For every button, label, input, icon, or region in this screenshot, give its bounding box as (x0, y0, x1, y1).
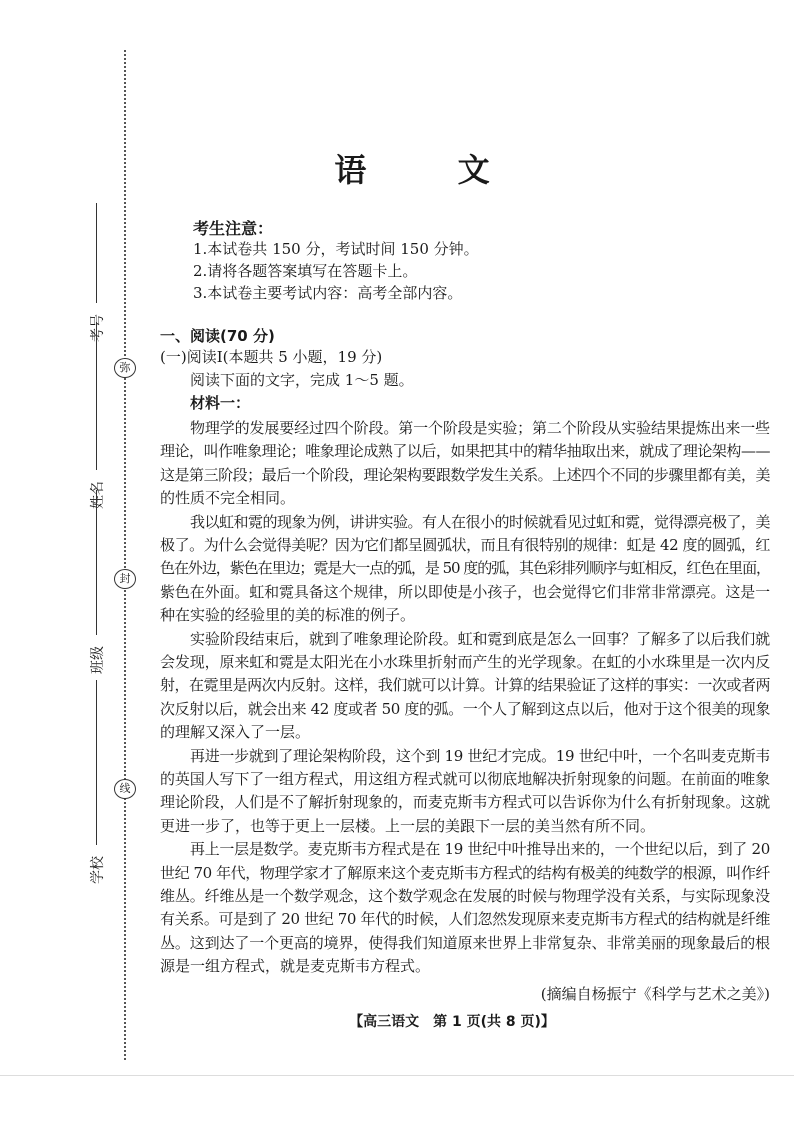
passage-line (160, 465, 770, 485)
passage-line-text: 的英国人写下了一组方程式，用这组方程式就可以彻底地解决折射现象的问题。在前面的唯象 (160, 770, 770, 788)
material-label: 材料一： (190, 394, 251, 412)
passage-line (160, 769, 770, 789)
exam-number-label: 考号 (90, 314, 106, 342)
school-label: 学校 (90, 856, 106, 884)
page-title: 语 文 (334, 151, 530, 189)
seal-mark: 线 (114, 779, 136, 799)
passage-line-text: 我以虹和霓的现象为例，讲讲实验。有人在很小的时候就看见过虹和霓，觉得漂亮极了，美 (190, 512, 770, 531)
class-field[interactable] (96, 490, 97, 635)
notice-heading: 考生注意： (193, 219, 274, 238)
sub-section-heading: (一)阅读Ⅰ(本题共 5 小题，19 分) (160, 348, 383, 366)
passage-line (160, 886, 770, 906)
passage-line (160, 816, 770, 836)
seal-mark: 弥 (114, 358, 136, 378)
passage-line (160, 652, 770, 672)
passage-line-text: 的理解又深入了一层。 (160, 723, 311, 742)
passage-line (160, 792, 770, 812)
passage-line-text: 维丛。纤维丛是一个数学观念，这个数学观念在发展的时候与物理学没有关系，与实际现象没 (160, 887, 770, 905)
passage-line (160, 605, 770, 625)
passage-line-text: 次反射以后，就会出来 42 度或者 50 度的弧。一个人了解到这点以后，他对于这个很美的现象 (160, 699, 770, 718)
passage-line (160, 441, 770, 461)
passage-line-text: 色在外边，紫色在里边；霓是大一点的弧，是 50 度的弧，其色彩排列顺序与虹相反，红色在里面， (160, 559, 770, 578)
passage-line (160, 582, 770, 602)
passage-line-text: 更进一步了，也等于更上一层楼。上一层的美跟下一层的美当然有所不同。 (160, 816, 656, 835)
divider (0, 1075, 794, 1076)
notice-item: 2.请将各题答案填写在答题卡上。 (193, 262, 418, 280)
passage-line (190, 629, 770, 649)
section-heading: 一、阅读(70 分) (160, 327, 275, 345)
name-label: 姓名 (90, 481, 106, 509)
binding-dotted-line (124, 50, 126, 1060)
passage-line (160, 956, 770, 976)
passage-line (160, 488, 770, 508)
passage-line-text: 有关系。可是到了 20 世纪 70 年代的时候，人们忽然发现原来麦克斯韦方程式的结构就是纤维 (160, 910, 770, 929)
passage-line-text: 再进一步就到了理论架构阶段，这个到 19 世纪才完成。19 世纪中叶，一个名叫麦克斯韦 (190, 746, 770, 765)
notice-item: 3.本试卷主要考试内容：高考全部内容。 (193, 284, 463, 302)
passage-line (190, 746, 770, 766)
passage-line (160, 675, 770, 695)
passage-line (190, 839, 770, 859)
seal-mark: 封 (114, 569, 136, 589)
page-footer: 【高三语文 第 1 页(共 8 页)】 (349, 1014, 555, 1030)
passage-line (160, 909, 770, 929)
passage-line-text: 这是第三阶段；最后一个阶段，理论架构要跟数学发生关系。上述四个不同的步骤里都有美，美 (160, 465, 770, 484)
passage-line-text: 射，在霓里是两次内反射。这样，我们就可以计算。计算的结果验证了这样的事实：一次或者两 (160, 676, 770, 695)
instruction: 阅读下面的文字，完成 1～5 题。 (190, 371, 414, 389)
source-citation: (摘编自杨振宁《科学与艺术之美》) (540, 985, 770, 1003)
passage-line (160, 699, 770, 719)
passage-line-text: 极了。为什么会觉得美呢？因为它们都呈圆弧状，而且有很特别的规律：虹是 42 度的圆弧，红 (160, 536, 770, 554)
passage-line-text: 的性质不完全相同。 (160, 489, 296, 508)
passage-line-text: 源是一组方程式，就是麦克斯韦方程式。 (160, 957, 431, 976)
passage-line (160, 558, 770, 578)
school-field[interactable] (96, 680, 97, 845)
passage-line (190, 418, 770, 438)
passage-line-text: 理论阶段，人们是不了解折射现象的，而麦克斯韦方程式可以告诉你为什么有折射现象。这就 (160, 793, 770, 812)
passage-line-text: 会发现，原来虹和霓是太阳光在小水珠里折射而产生的光学现象。在虹的小水珠里是一次内反 (160, 653, 770, 671)
notice-item: 1.本试卷共 150 分，考试时间 150 分钟。 (193, 240, 479, 258)
passage-line-text: 物理学的发展要经过四个阶段。第一个阶段是实验；第二个阶段从实验结果提炼出来一些 (190, 419, 770, 437)
passage-line-text: 实验阶段结束后，就到了唯象理论阶段。虹和霓到底是怎么一回事？了解多了以后我们就 (190, 629, 770, 648)
passage-line (160, 933, 770, 953)
passage-line-text: 世纪 70 年代，物理学家才了解原来这个麦克斯韦方程式的结构有极美的纯数学的根源，叫作纤 (160, 863, 770, 882)
name-field[interactable] (96, 322, 97, 470)
passage-line-text: 紫色在外面。虹和霓具备这个规律，所以即使是小孩子，也会觉得它们非常非常漂亮。这是一 (160, 582, 770, 601)
passage-line (160, 863, 770, 883)
passage-line-text: 理论，叫作唯象理论；唯象理论成熟了以后，如果把其中的精华抽取出来，就成了理论架构—— (160, 442, 770, 461)
class-label: 班级 (90, 646, 106, 674)
passage-line-text: 再上一层是数学。麦克斯韦方程式是在 19 世纪中叶推导出来的，一个世纪以后，到了 20 (190, 840, 770, 859)
passage-line (160, 722, 770, 742)
passage-line-text: 丛。这到达了一个更高的境界，使得我们知道原来世界上非常复杂、非常美丽的现象最后的根 (160, 933, 770, 952)
passage-line (160, 535, 770, 555)
passage-line (190, 512, 770, 532)
exam-number-field[interactable] (96, 203, 97, 303)
passage-line-text: 种在实验的经验里的美的标准的例子。 (160, 606, 416, 625)
